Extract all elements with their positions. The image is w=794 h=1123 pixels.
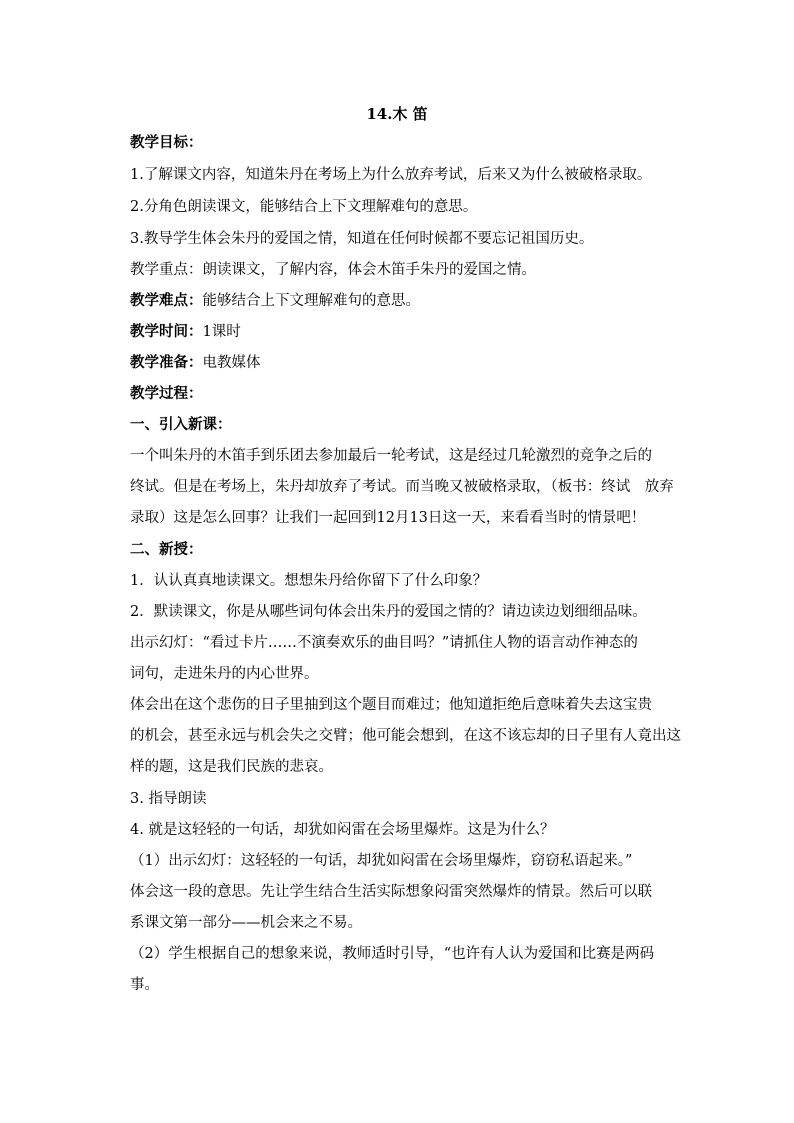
time-label: 教学时间：	[130, 323, 203, 340]
goal-item: 2.分角色朗读课文，能够结合上下文理解难句的意思。	[130, 199, 478, 215]
paragraph-line: 系课文第一部分——机会来之不易。	[130, 915, 362, 931]
difficulty-label: 教学难点：	[130, 292, 203, 309]
paragraph-line: 样的题，这是我们民族的悲哀。	[130, 759, 333, 775]
prep-row	[130, 353, 700, 373]
section2-heading: 二、新授：	[130, 541, 203, 558]
paragraph-line: 的机会，甚至永远与机会失之交臂；他可能会想到，在这不该忘却的日子里有人竟出这	[130, 728, 681, 744]
list-item: 3. 指导朗读	[130, 791, 207, 807]
paragraph-line: 体会这一段的意思。先让学生结合生活实际想象闷雷突然爆炸的情景。然后可以联	[130, 884, 652, 900]
difficulty-text: 能够结合上下文理解难句的意思。	[202, 293, 420, 309]
goal-item: 3.教导学生体会朱丹的爱国之情，知道在任何时候都不要忘记祖国历史。	[130, 231, 594, 247]
prep-text: 电教媒体	[202, 355, 261, 371]
section1-paragraph-line: 终试。但是在考场上，朱丹却放弃了考试。而当晚又被破格录取，（板书：终试 放弃	[130, 479, 674, 495]
process-heading: 教学过程：	[130, 385, 203, 402]
paragraph-line: 体会出在这个悲伤的日子里抽到这个题目而难过；他知道拒绝后意味着失去这宝贵	[130, 697, 652, 713]
list-item: 1．认认真真地读课文。想想朱丹给你留下了什么印象？	[130, 573, 488, 589]
goals-heading: 教学目标：	[130, 134, 203, 151]
slide-paragraph-line: 词句，走进朱丹的内心世界。	[130, 666, 319, 682]
key-points: 教学重点：朗读课文，了解内容，体会木笛手朱丹的爱国之情。	[130, 262, 536, 278]
difficulty-row	[130, 291, 700, 311]
section1-paragraph-line: 一个叫朱丹的木笛手到乐团去参加最后一轮考试，这是经过几轮激烈的竞争之后的	[130, 448, 652, 464]
slide-paragraph-line: 出示幻灯：“看过卡片……不演奏欢乐的曲目吗？”请抓住人物的语言动作神态的	[130, 635, 638, 651]
time-text: 1课时	[202, 324, 241, 340]
lesson-title: 14.木 笛	[366, 105, 428, 123]
sub-item: 事。	[130, 977, 159, 993]
time-row	[130, 322, 700, 342]
goal-item: 1.了解课文内容，知道朱丹在考场上为什么放弃考试，后来又为什么被破格录取。	[130, 167, 652, 183]
section1-paragraph-line: 录取）这是怎么回事？让我们一起回到12月13日这一天，来看看当时的情景吧！	[130, 510, 646, 526]
prep-label: 教学准备：	[130, 354, 203, 371]
list-item: 4. 就是这轻轻的一句话，却犹如闷雷在会场里爆炸。这是为什么？	[130, 822, 555, 838]
list-item: 2．默读课文，你是从哪些词句体会出朱丹的爱国之情的？请边读边划细细品味。	[130, 604, 647, 620]
sub-item: （2）学生根据自己的想象来说，教师适时引导，“也许有人认为爱国和比赛是两码	[130, 946, 655, 962]
section1-heading: 一、引入新课：	[130, 416, 232, 433]
sub-item: （1）出示幻灯：这轻轻的一句话，却犹如闷雷在会场里爆炸，窃窃私语起来。”	[130, 853, 633, 869]
